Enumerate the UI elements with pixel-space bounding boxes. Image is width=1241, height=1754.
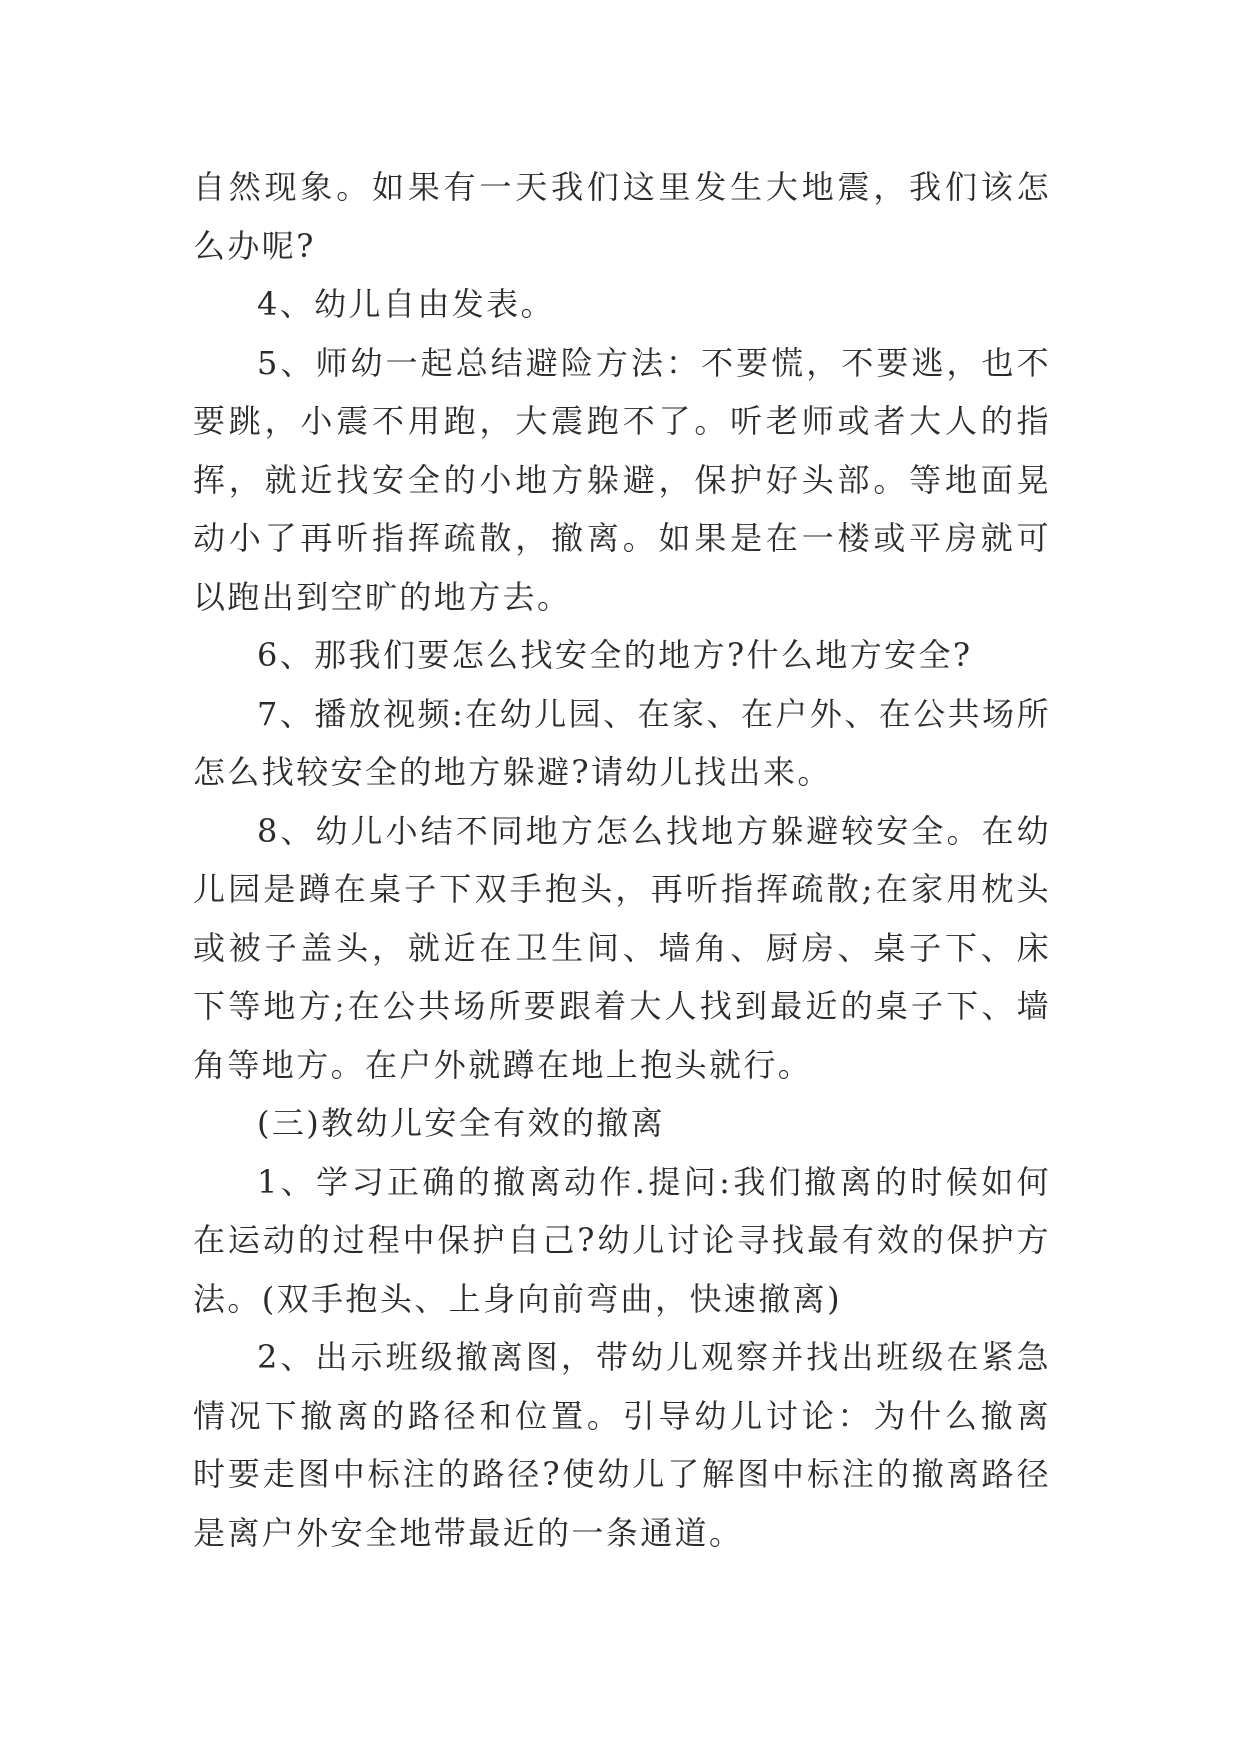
document-body [193,158,1051,1562]
paragraph-continuation: 自然现象。如果有一天我们这里发生大地震，我们该怎么办呢? [193,168,1051,265]
paragraph-step-6: 6、那我们要怎么找安全的地方?什么地方安全? [257,636,973,674]
paragraph-step-7: 7、播放视频:在幼儿园、在家、在户外、在公共场所怎么找较安全的地方躲避?请幼儿找出来。 [193,694,1051,791]
paragraph-evacuation-step-2: 2、出示班级撤离图，带幼儿观察并找出班级在紧急情况下撤离的路径和位置。引导幼儿讨论：为什么撤离时要走图中标注的路径?使幼儿了解图中标注的撤离路径是离户外安全地带最近的一条通道。 [193,1338,1051,1552]
paragraph-step-4: 4、幼儿自由发表。 [257,285,555,323]
paragraph-step-8: 8、幼儿小结不同地方怎么找地方躲避较安全。在幼儿园是蹲在桌子下双手抱头，再听指挥疏散;在家用枕头或被子盖头，就近在卫生间、墙角、厨房、桌子下、床下等地方;在公共场所要跟着大人找到最近的桌子下、墙角等地方。在户外就蹲在地上抱头就行。 [193,811,1051,1084]
paragraph-step-5: 5、师幼一起总结避险方法：不要慌，不要逃，也不要跳，小震不用跑，大震跑不了。听老师或者大人的指挥，就近找安全的小地方躲避，保护好头部。等地面晃动小了再听指挥疏散，撤离。如果是在一楼或平房就可以跑出到空旷的地方去。 [193,343,1051,616]
paragraph-evacuation-step-1: 1、学习正确的撤离动作.提问:我们撤离的时候如何在运动的过程中保护自己?幼儿讨论寻找最有效的保护方法。(双手抱头、上身向前弯曲，快速撤离) [193,1162,1051,1318]
section-heading: (三)教幼儿安全有效的撤离 [257,1104,666,1142]
